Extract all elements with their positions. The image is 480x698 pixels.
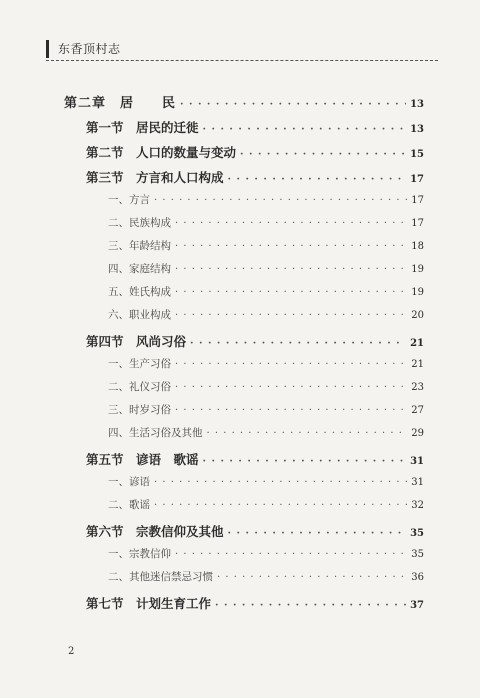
toc-entry-label: 第五节 谚语 歌谣 — [86, 452, 199, 467]
dot-leader — [240, 149, 406, 160]
toc-entry-label: 一、谚语 — [108, 476, 150, 488]
dot-leader — [175, 264, 407, 275]
dot-leader — [203, 124, 407, 135]
toc-entry-page: 37 — [410, 600, 424, 611]
dot-leader — [215, 600, 406, 611]
dot-leader — [217, 572, 407, 583]
toc-subsection[interactable] — [108, 284, 424, 304]
toc-subsection[interactable] — [108, 569, 424, 589]
toc-entry-label: 一、生产习俗 — [108, 358, 171, 370]
toc-section-2[interactable] — [86, 143, 424, 163]
dot-leader — [228, 528, 407, 539]
toc-entry-page: 13 — [410, 124, 424, 135]
dot-leader — [180, 99, 406, 110]
dot-leader — [154, 477, 407, 488]
toc-section-5[interactable] — [86, 450, 424, 470]
toc-entry-label: 六、职业构成 — [108, 309, 171, 321]
toc-subsection[interactable] — [108, 546, 424, 566]
toc-subsection[interactable] — [108, 474, 424, 494]
toc-entry-page: 31 — [410, 456, 424, 467]
header-bar — [46, 40, 49, 58]
toc-entry-page: 29 — [411, 428, 424, 439]
toc-subsection[interactable] — [108, 497, 424, 517]
toc-subsection[interactable] — [108, 356, 424, 376]
dot-leader — [228, 174, 407, 185]
dot-leader — [154, 500, 407, 511]
toc-entry-page: 35 — [410, 528, 424, 539]
toc-entry-page: 27 — [411, 405, 424, 416]
toc-subsection[interactable] — [108, 379, 424, 399]
dot-leader — [175, 359, 407, 370]
dot-leader — [175, 287, 407, 298]
dot-leader — [175, 218, 407, 229]
toc-entry-label: 二、歌谣 — [108, 499, 150, 511]
toc-entry-label: 一、宗教信仰 — [108, 548, 171, 560]
toc-section-4[interactable] — [86, 332, 424, 352]
toc-entry-page: 32 — [411, 500, 424, 511]
toc-entry-page: 19 — [411, 287, 424, 298]
toc-entry-page: 23 — [411, 382, 424, 393]
toc-entry-label: 二、其他迷信禁忌习惯 — [108, 571, 213, 583]
toc-subsection[interactable] — [108, 425, 424, 445]
toc-entry-label: 第二节 人口的数量与变动 — [86, 145, 237, 160]
dot-leader — [175, 310, 407, 321]
toc-subsection[interactable] — [108, 307, 424, 327]
toc-subsection[interactable] — [108, 238, 424, 258]
toc-entry-page: 21 — [411, 359, 424, 370]
toc-section-7[interactable] — [86, 594, 424, 614]
toc-subsection[interactable] — [108, 261, 424, 281]
dot-leader — [190, 338, 406, 349]
header-divider — [46, 60, 438, 61]
toc-subsection[interactable] — [108, 215, 424, 235]
toc-entry-page: 18 — [411, 241, 424, 252]
toc-entry-label: 第六节 宗教信仰及其他 — [86, 524, 224, 539]
toc-entry-label: 第一节 居民的迁徙 — [86, 120, 199, 135]
page-number: 2 — [68, 646, 75, 657]
toc-section-6[interactable] — [86, 522, 424, 542]
dot-leader — [175, 241, 407, 252]
toc-entry-page: 35 — [411, 549, 424, 560]
toc-entry-label: 三、时岁习俗 — [108, 404, 171, 416]
toc-entry-label: 二、民族构成 — [108, 217, 171, 229]
dot-leader — [175, 549, 407, 560]
toc-entry-page: 15 — [410, 149, 424, 160]
toc-entry-page: 13 — [410, 99, 424, 110]
toc-entry-page: 17 — [411, 195, 424, 206]
toc-entry-page: 17 — [410, 174, 424, 185]
dot-leader — [207, 428, 408, 439]
toc-entry-page: 21 — [410, 338, 424, 349]
toc-subsection[interactable] — [108, 402, 424, 422]
dot-leader — [175, 405, 407, 416]
toc-section-3[interactable] — [86, 168, 424, 188]
toc-entry-label: 五、姓氏构成 — [108, 286, 171, 298]
toc-chapter-2[interactable] — [64, 92, 424, 112]
toc-entry-label: 第四节 风尚习俗 — [86, 334, 187, 349]
book-title: 东香顶村志 — [58, 42, 121, 56]
toc-entry-label: 三、年龄结构 — [108, 240, 171, 252]
toc-entry-label: 四、家庭结构 — [108, 263, 171, 275]
running-header — [46, 38, 438, 60]
toc-entry-page: 36 — [411, 572, 424, 583]
toc-entry-page: 17 — [411, 218, 424, 229]
dot-leader — [175, 382, 407, 393]
toc-entry-label: 第二章 居 民 — [64, 96, 177, 111]
toc-section-1[interactable] — [86, 118, 424, 138]
toc-entry-label: 第三节 方言和人口构成 — [86, 170, 224, 185]
toc-subsection[interactable] — [108, 192, 424, 212]
toc-entry-label: 四、生活习俗及其他 — [108, 427, 203, 439]
toc-entry-page: 19 — [411, 264, 424, 275]
toc-entry-label: 一、方言 — [108, 194, 150, 206]
toc-entry-page: 31 — [411, 477, 424, 488]
dot-leader — [203, 456, 407, 467]
toc-entry-page: 20 — [411, 310, 424, 321]
toc-entry-label: 第七节 计划生育工作 — [86, 596, 212, 611]
dot-leader — [154, 195, 407, 206]
toc-entry-label: 二、礼仪习俗 — [108, 381, 171, 393]
